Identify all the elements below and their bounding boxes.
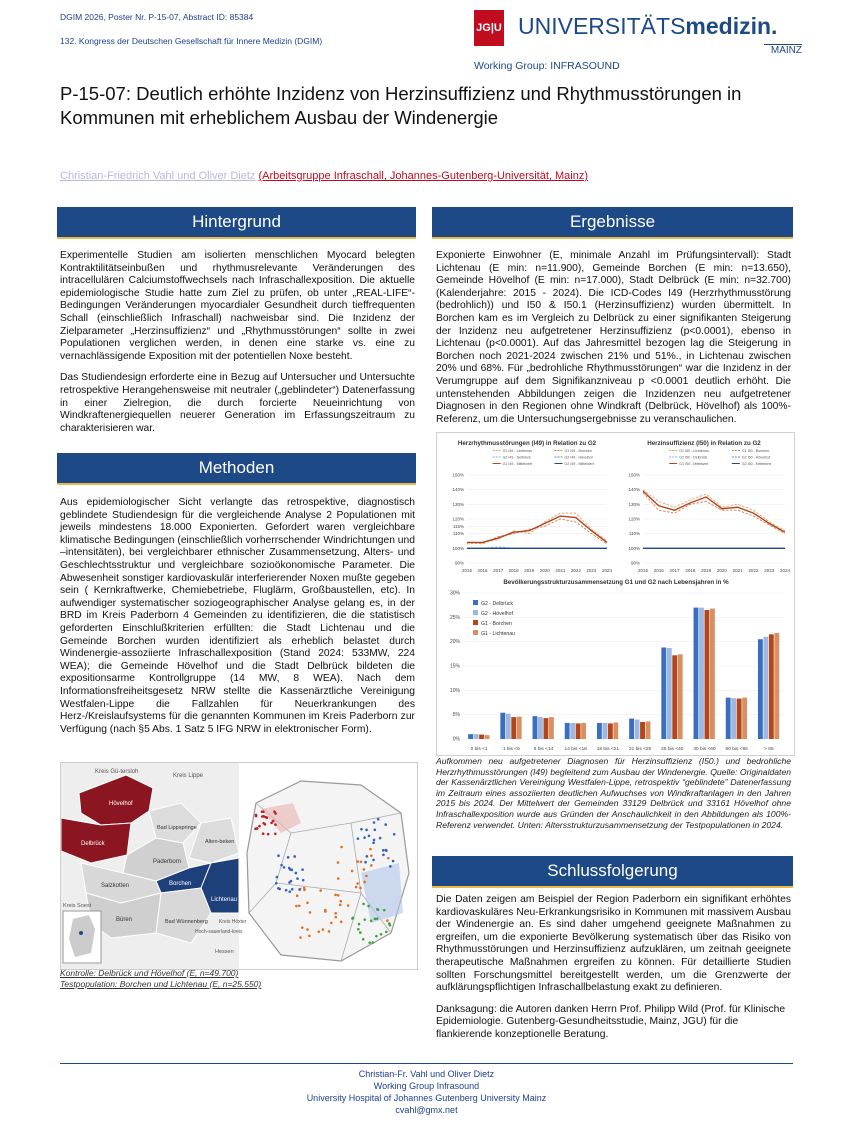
turbine-marker-33 <box>373 839 376 842</box>
turbine-marker-29 <box>382 849 385 852</box>
turbine-marker-53 <box>330 922 333 925</box>
turbine-marker-45 <box>295 905 298 908</box>
chart1-xtick-3: 2018 <box>685 568 696 573</box>
chart0-xtick-1: 2016 <box>477 568 488 573</box>
jgu-logo: JG|U <box>474 10 504 46</box>
turbine-marker-99 <box>377 908 380 911</box>
map-label-1: Kreis Lippe <box>173 773 204 779</box>
turbine-marker-116 <box>264 823 267 826</box>
turbine-map <box>247 781 409 961</box>
chart2-legend-label-0: G2 - Delbrück <box>481 601 513 607</box>
schluss-p2: Danksagung: die Autoren danken Herrn Prof. Philipp Wild (Prof. für Klinische Epidemiologie. Gutenberg-Gesundheitsstudie, Mainz, JGU) für die flankierende konzeptionelle Beratung. <box>436 1003 786 1040</box>
map-label-14: Kreis Höxter <box>219 919 247 925</box>
chart2-bar-7-2 <box>705 610 710 739</box>
footer-authors: Christian-Fr. Vahl und Oliver Dietz <box>358 1069 495 1079</box>
chart2-bar-4-0 <box>597 723 602 739</box>
results-caption: Aufkommen neu aufgetretener Diagnosen für Herzinsuffizienz (I50.) und bedrohliche Herzrhythmusstörungen (I49) begleitend zum Ausbau der Windenergie. Quelle: Originaldaten der Kassenärztlichen Vereinigung Westfalen-Lippe, retrospektiv “geblindete” Datenerfassung im Zeitraum eines assoziierten deutlichen Aufwuchses von Windkraftanlagen in den Jahren 2015 bis 2024. Der Mittelwert der Gemeinden 33129 Delbrück und 33161 Hövelhof ohne Infraschallexposition wurde aus Gründen der Anschaulichkeit in den Abbildungen als 100%-Referenz verwendet. Unten: Altersstrukturzusammensetzung der Testpopulationen in 2024. <box>436 756 791 830</box>
turbine-marker-51 <box>340 900 343 903</box>
schluss-body <box>436 894 791 1051</box>
results-figure <box>436 432 795 756</box>
footer-institution: University Hospital of Johannes Gutenberg University Mainz <box>306 1093 547 1103</box>
map-label-11: Büren <box>116 917 133 923</box>
turbine-marker-10 <box>340 846 343 849</box>
turbine-marker-44 <box>308 935 311 938</box>
chart0-xtick-2: 2017 <box>493 568 504 573</box>
turbine-marker-54 <box>328 930 331 933</box>
chart2-legend-swatch-0 <box>473 600 478 605</box>
turbine-marker-15 <box>370 864 373 867</box>
chart2-bar-1-2 <box>511 717 516 739</box>
turbine-marker-95 <box>385 931 388 934</box>
chart2-bar-2-3 <box>549 717 554 739</box>
turbine-marker-31 <box>372 841 375 844</box>
chart2-bar-3-2 <box>576 723 581 739</box>
turbine-marker-5 <box>347 904 350 907</box>
chart2-legend-label-3: G1 - Lichtenau <box>481 631 516 637</box>
turbine-marker-128 <box>272 820 275 823</box>
chart2-xtick-6: 25 bis <40 <box>661 747 684 752</box>
chart2-bar-9-3 <box>774 633 779 739</box>
turbine-marker-42 <box>363 836 366 839</box>
map-label-13: Hoch-sauerland-kreis <box>195 929 243 935</box>
turbine-marker-2 <box>356 882 359 885</box>
chart1-title: Herzinsuffizienz (I50) in Relation zu G2 <box>647 440 761 447</box>
schluss-p1: Die Daten zeigen am Beispiel der Region Paderborn ein signifikant erhöhtes kardiovaskuläres Neu-Erkrankungsrisiko in Kommunen mit massivem Ausbau der Windenergie an. Es sind daher umgehend geeignete Maßnahmen zu ergreifen, um die exponierte Bevölkerung systematisch über das Risiko von Rhythmusstörungen und Herzinsuffizienz aufzuklären, um zeitnah geeignete therapeutische Maßnahmen ergreifen zu können. Für detaillierte Studien sollten Forschungsmittel bereitgestellt werden, um die Grenzwerte der aufklärungspflichtigen Infraschallbelastung exakt zu definieren. <box>436 894 791 994</box>
turbine-marker-1 <box>337 861 340 864</box>
chart2-bar-5-3 <box>646 721 651 739</box>
turbine-marker-64 <box>334 894 337 897</box>
chart1-legend-label-2: G2 I50 - Delbrück <box>679 455 708 460</box>
chart1-ytick-6: 150% <box>628 472 640 478</box>
turbine-marker-78 <box>288 867 291 870</box>
map-label-12: Bad Wünnenberg <box>165 919 208 925</box>
chart2-xtick-9: > 65 <box>764 747 774 752</box>
chart2-bar-0-3 <box>485 735 490 739</box>
ergebnisse-body <box>436 250 791 435</box>
chart2-bar-6-1 <box>667 648 672 739</box>
footer-group: Working Group Infrasound <box>373 1081 480 1091</box>
chart2-bar-2-2 <box>544 718 549 739</box>
turbine-marker-94 <box>370 919 373 922</box>
chart-i49 <box>441 435 613 575</box>
chart2-bar-1-1 <box>506 714 511 739</box>
turbine-marker-38 <box>392 860 395 863</box>
author-names[interactable]: Christian-Friedrich Vahl und Oliver Dietz <box>60 170 256 182</box>
chart2-bar-4-1 <box>602 723 607 739</box>
turbine-marker-61 <box>309 911 312 914</box>
turbine-marker-7 <box>360 861 363 864</box>
turbine-marker-72 <box>296 877 299 880</box>
turbine-marker-121 <box>273 810 276 813</box>
turbine-marker-110 <box>274 823 277 826</box>
unimedizin-logo <box>518 13 777 40</box>
footer <box>60 1068 793 1116</box>
chart2-legend-label-2: G1 - Borchen <box>481 621 512 627</box>
chart2-bar-3-3 <box>581 723 586 739</box>
turbine-marker-90 <box>367 905 370 908</box>
chart0-legend-label-4: G1 I49 - Mittelwert <box>502 462 532 466</box>
map-label-5: Paderborn <box>153 859 182 865</box>
map-label-3: Bad Lippspringe <box>157 825 197 831</box>
turbine-marker-125 <box>258 825 261 828</box>
chart2-bar-1-0 <box>500 713 505 739</box>
chart0-legend-label-1: G1 I49 - Borchen <box>564 449 592 453</box>
chart0-ytick-1: 100% <box>452 545 464 551</box>
chart1-xtick-1: 2016 <box>653 568 664 573</box>
map-label-15: Hessen <box>215 949 234 955</box>
turbine-marker-86 <box>290 880 293 883</box>
chart1-xtick-0: 2015 <box>637 568 649 573</box>
heading-schluss: Schlussfolgerung <box>432 856 793 888</box>
chart2-bar-7-3 <box>710 609 715 739</box>
turbine-marker-37 <box>389 865 392 868</box>
chart1-legend-label-5: G2 I50 - Mittelwert <box>741 462 772 466</box>
turbine-marker-52 <box>296 894 299 897</box>
chart0-ytick-2: 110% <box>452 531 464 537</box>
chart2-bar-9-2 <box>769 634 774 739</box>
turbine-marker-85 <box>301 868 304 871</box>
turbine-marker-39 <box>385 849 388 852</box>
turbine-marker-93 <box>380 933 383 936</box>
chart2-bar-8-0 <box>726 698 731 739</box>
chart0-xtick-7: 2022 <box>570 568 581 573</box>
chart1-xtick-6: 2021 <box>732 568 743 573</box>
turbine-marker-23 <box>374 829 377 832</box>
heading-ergebnisse: Ergebnisse <box>432 207 793 239</box>
chart0-ytick-4: 120% <box>452 516 464 522</box>
turbine-marker-27 <box>373 821 376 824</box>
turbine-marker-14 <box>355 886 358 889</box>
map-label-8: Borchen <box>169 881 192 887</box>
turbine-marker-104 <box>357 928 360 931</box>
turbine-marker-0 <box>359 887 362 890</box>
chart2-ytick-5: 25% <box>449 614 460 621</box>
hintergrund-p2: Das Studiendesign erforderte eine in Bezug auf Untersucher und Untersuchte retrospektive Herangehensweise mit neutraler („geblindeter“) Datenerfassung in einer Zielregion, die durch forcierte Neueinrichtung von Windkraftenergiequellen neuerer Generation im Erfassungszeitraum zu charakterisieren war. <box>60 372 415 434</box>
chart-i50 <box>617 435 791 575</box>
turbine-marker-77 <box>276 876 279 879</box>
hintergrund-body <box>60 250 415 444</box>
chart0-ytick-0: 90% <box>454 560 464 566</box>
turbine-marker-48 <box>318 930 321 933</box>
chart2-xtick-5: 21 bis <25 <box>628 747 652 752</box>
conference-meta-2: 132. Kongress der Deutschen Gesellschaft für Innere Medizin (DGIM) <box>60 36 323 46</box>
map-label-9: Lichtenau <box>211 897 238 903</box>
chart2-bar-8-3 <box>742 698 747 739</box>
turbine-marker-62 <box>298 904 301 907</box>
footer-rule <box>60 1063 793 1064</box>
turbine-marker-40 <box>377 818 380 821</box>
chart0-ytick-7: 150% <box>452 472 464 478</box>
turbine-marker-101 <box>362 903 365 906</box>
turbine-marker-16 <box>340 921 343 924</box>
chart0-legend-label-5: G2 I49 - Mittelwert <box>564 462 594 466</box>
hintergrund-p1: Experimentelle Studien am isolierten menschlichen Myocard belegten Kontraktilitätseinbußen und rhythmusrelevante Veränderungen des intracellulären Calciumstoffwechsels nach Infraschallexposition. Die aktuelle epidemiologische Studie hatte zum Ziel zu prüfen, ob unter „REAL-LIFE“-Bedingungen Veränderungen myocardialer Gesundheit durch tieffrequenten Schall (einschließlich Infraschall) nachweisbar sind. Die Inzidenz der Zielparameter „Herzinsuffizienz“ und „Rhythmusstörungen“ sollte in zwei Populationen verglichen werden, in denen eine starke vs. eine zu vernachlässigende Exposition mit der potentiellen Noxe besteht. <box>60 250 415 362</box>
turbine-marker-81 <box>278 888 281 891</box>
chart2-bar-1-3 <box>517 717 522 739</box>
chart2-bar-9-0 <box>758 639 763 739</box>
turbine-marker-130 <box>256 827 259 830</box>
chart0-xtick-5: 2020 <box>539 568 550 573</box>
chart0-series-1 <box>467 519 607 544</box>
chart0-xtick-9: 2024 <box>601 568 613 573</box>
chart0-legend-label-3: G2 I49 - Hövelhof <box>564 455 593 460</box>
turbine-marker-32 <box>372 859 375 862</box>
turbine-marker-63 <box>306 902 309 905</box>
authors-line <box>60 170 588 182</box>
chart2-ytick-2: 10% <box>449 687 460 694</box>
chart0-xtick-6: 2021 <box>555 568 566 573</box>
chart1-xtick-5: 2020 <box>716 568 727 573</box>
turbine-marker-47 <box>299 936 302 939</box>
map-label-0: Kreis Gü-tersloh <box>95 769 139 775</box>
chart2-legend-label-1: G2 - Hövelhof <box>481 611 514 617</box>
turbine-marker-119 <box>262 810 265 813</box>
turbine-marker-17 <box>356 860 359 863</box>
chart0-xtick-4: 2019 <box>524 568 535 573</box>
turbine-marker-82 <box>295 872 298 875</box>
chart1-ytick-1: 100% <box>628 545 640 551</box>
chart1-ytick-2: 110% <box>628 531 640 537</box>
turbine-marker-69 <box>275 882 278 885</box>
turbine-marker-30 <box>393 833 396 836</box>
logo-part-b: medizin. <box>685 13 778 39</box>
turbine-marker-28 <box>357 837 360 840</box>
chart2-bar-4-2 <box>608 723 613 739</box>
turbine-marker-66 <box>293 855 296 858</box>
turbine-marker-71 <box>285 889 288 892</box>
turbine-marker-49 <box>324 910 327 913</box>
turbine-marker-21 <box>334 916 337 919</box>
map-caption-test: Testpopulation: Borchen und Lichtenau (E, n=25.550) <box>60 979 262 989</box>
chart2-bar-0-1 <box>474 734 479 739</box>
chart2-ytick-4: 20% <box>449 639 460 646</box>
chart1-legend-label-4: G1 I50 - Mittelwert <box>679 462 709 466</box>
methoden-p1: Aus epidemiologischer Sicht verlangte das retrospektive, diagnostisch geblindete Studiendesign für die vergleichende Analyse 2 Populationen mit jeweils mindestens 18.000 Exponierten. Gefordert waren vergleichbare klimatische Bedingungen (einschließlich vorherrschender Windrichtungen und –intensitäten), bei vergleichbarer ethnischer Zusammensetzung, Alters- und Geschlechtsstruktur und vergleichbare sozioökonomische Parameter. Die Abwesenheit sonstiger kardiovaskulär interferierender Noxen mußte gegeben sein ( Kernkraftwerke, Chemiebetriebe, Fluglärm, Großbaustellen, etc). In aufwendiger systematischer soziogeographischer Analyse gelang es, in der BRD im Kreis Paderborn 4 Gemeinden zu identifizieren, die die statistisch geforderten Einschlußkriterien erfüllten: die Stadt Lichtenau und die Gemeinde Borchen wurden identifiziert als erheblich belastet durch Windenergie-assoziierte Infraschallexposition (Stand 2024: 533MW, 224 WEA); die Gemeinde Hövelhof und die Stadt Delbrück bildeten die expositionsarme Kontrollgruppe (14 MW, 8 WEA). Nach dem Informationsfreiheitsgesetz NRW stellte die Kassenärztliche Vereinigung Westfalen-Lippe die Fallzahlen für Neuerkrankungen des Herz-/Kreislaufsystems für die genannten Kommunen im Kreis Paderborn zur Verfügung (nach §5 Abs. 1 Satz 5 IFG NRW in elektronischer Form). <box>60 497 415 735</box>
turbine-marker-73 <box>283 866 286 869</box>
turbine-marker-109 <box>363 918 366 921</box>
chart2-bar-0-2 <box>479 735 484 739</box>
chart2-xtick-8: 60 bis <65 <box>725 747 748 752</box>
chart1-ytick-0: 90% <box>630 560 640 566</box>
turbine-marker-26 <box>360 828 363 831</box>
methoden-body <box>60 497 415 745</box>
turbine-marker-22 <box>364 861 367 864</box>
chart2-title: Bevölkerungsstrukturzusammensetzung G1 und G2 nach Lebensjahren in % <box>503 579 729 586</box>
poster-title: P-15-07: Deutlich erhöhte Inzidenz von Herzinsuffizienz und Rhythmusstörungen in Kommunen mit erheblichem Ausbau der Windenergie <box>60 83 742 128</box>
turbine-marker-50 <box>301 926 304 929</box>
chart2-bar-2-1 <box>538 717 543 739</box>
turbine-marker-8 <box>370 854 373 857</box>
turbine-marker-6 <box>369 848 372 851</box>
chart1-ytick-3: 120% <box>628 516 640 522</box>
chart2-bar-3-0 <box>565 723 570 739</box>
chart2-bar-8-1 <box>731 698 736 739</box>
chart1-series-0 <box>643 490 785 531</box>
turbine-marker-13 <box>387 857 390 860</box>
map-caption-control: Kontrolle: Delbrück und Hövelhof (E, n=49.700) <box>60 968 239 978</box>
footer-email[interactable]: cvahl@gmx.net <box>395 1105 458 1115</box>
chart2-bar-4-3 <box>613 722 618 739</box>
chart2-ytick-3: 15% <box>449 663 460 670</box>
chart2-bar-5-2 <box>640 722 645 739</box>
chart2-bar-7-1 <box>699 608 704 739</box>
turbine-marker-106 <box>362 938 365 941</box>
map-label-6: Alten-beken <box>205 839 235 845</box>
author-affiliation[interactable]: (Arbeitsgruppe Infraschall, Johannes-Gutenberg-Universität, Mainz) <box>258 170 589 182</box>
map-label-7: Salzkotten <box>101 883 130 889</box>
chart1-xtick-7: 2022 <box>748 568 759 573</box>
chart2-xtick-4: 18 bis <21 <box>596 747 620 752</box>
chart2-bar-2-0 <box>533 716 538 739</box>
turbine-marker-123 <box>261 815 264 818</box>
turbine-marker-131 <box>267 833 270 836</box>
working-group: Working Group: INFRASOUND <box>474 60 620 72</box>
chart0-xtick-3: 2018 <box>508 568 519 573</box>
chart0-legend-label-2: G2 I49 - Delbrück <box>502 455 531 460</box>
chart2-bar-3-1 <box>570 723 575 739</box>
turbine-marker-97 <box>368 941 371 944</box>
turbine-marker-41 <box>368 835 371 838</box>
chart-age-structure <box>441 575 791 753</box>
turbine-marker-35 <box>384 823 387 826</box>
chart2-legend-swatch-2 <box>473 620 478 625</box>
chart2-xtick-7: 40 bis <60 <box>693 747 716 752</box>
chart2-bar-6-3 <box>678 654 683 739</box>
chart0-series-0 <box>467 513 607 544</box>
region-maps <box>60 762 418 970</box>
chart2-bar-6-0 <box>661 648 666 739</box>
chart2-ytick-1: 5% <box>452 712 460 719</box>
turbine-marker-100 <box>358 923 361 926</box>
logo-part-a: UNIVERSITÄTS <box>518 13 686 39</box>
chart0-legend-label-0: G1 I49 - Lichtenau <box>502 449 533 453</box>
chart1-xtick-8: 2023 <box>764 568 775 573</box>
chart2-bar-7-0 <box>694 608 699 739</box>
chart2-bar-6-2 <box>672 655 677 739</box>
chart2-bar-0-0 <box>468 734 473 739</box>
turbine-marker-18 <box>363 868 366 871</box>
turbine-marker-24 <box>379 837 382 840</box>
turbine-marker-126 <box>274 832 277 835</box>
heading-methoden: Methoden <box>57 453 416 485</box>
turbine-marker-60 <box>319 889 322 892</box>
turbine-marker-65 <box>303 887 306 890</box>
ergebnisse-p1: Exponierte Einwohner (E, minimale Anzahl im Prüfungsintervall): Stadt Lichtenau (E min: n=11.900), Gemeinde Borchen (E min: n=13.650), Gemeinde Hövelhof (E min: n=17.000), Stadt Delbrück (E min: n=32.700) (Kalenderjahre: 2015 - 2024). Die ICD-Codes I49 (Herzrhythmusstörung (bedrohlich)) und I50 & I50.1 (Herzinsuffizienz) wurden übermittelt. In Borchen kam es im Vergleich zu Delbrück zu einer signifikanten Steigerung der Inzidenz neu aufgetretener Herzinsuffizienz (p<0.0001), ebenso in Lichtenau (p<0.0001). Auf das Jahresmittel bezogen lag die Steigerung in Borchen noch 2021-2024 zwischen 21% und 51%., in Lichtenau zwischen 20% und 68%. Für „bedrohliche Rhythmusstörungen“ war die Inzidenz in der Verumgruppe auf dem Signifikanzniveau p <0.0001 deutlich erhöht. Die untenstehenden Abbildungen zeigen die Inzidenzen neu aufgetretener Diagnosen in den Regionen ohne Windkraft (Delbrück, Hövelhof) als 100%-Referenz, um die Untersuchungsergebnisse zu veranschaulichen. <box>436 250 791 425</box>
turbine-marker-83 <box>302 879 305 882</box>
turbine-marker-11 <box>386 919 389 922</box>
chart1-legend-label-1: G1 I50 - Borchen <box>741 449 770 453</box>
chart1-ytick-5: 140% <box>628 487 640 493</box>
map-label-10: Kreis Soest <box>63 903 92 909</box>
turbine-marker-34 <box>365 829 368 832</box>
logo-city: MAINZ <box>764 44 802 56</box>
turbine-marker-127 <box>262 832 265 835</box>
turbine-marker-9 <box>363 881 366 884</box>
chart1-xtick-9: 2024 <box>779 568 791 573</box>
chart2-ytick-0: 0% <box>452 736 460 743</box>
chart1-legend-label-3: G2 I50 - Hövelhof <box>741 455 771 460</box>
turbine-marker-76 <box>280 864 283 867</box>
turbine-marker-36 <box>366 855 369 858</box>
turbine-marker-80 <box>291 869 294 872</box>
map-captions <box>60 968 261 990</box>
turbine-marker-67 <box>287 856 290 859</box>
chart0-xtick-8: 2023 <box>586 568 597 573</box>
map-label-2: Hövelhof <box>109 801 133 807</box>
turbine-marker-3 <box>334 912 337 915</box>
chart2-bar-5-1 <box>635 720 640 739</box>
chart1-legend-label-0: G1 I50 - Lichtenau <box>679 449 709 453</box>
chart0-title: Herzrhythmusstörungen (I49) in Relation zu G2 <box>457 440 597 447</box>
turbine-marker-122 <box>266 816 269 819</box>
chart2-legend-swatch-1 <box>473 610 478 615</box>
turbine-marker-59 <box>337 894 340 897</box>
turbine-marker-19 <box>339 904 342 907</box>
region-map-svg <box>61 763 417 969</box>
turbine-marker-20 <box>351 870 354 873</box>
turbine-marker-105 <box>359 931 362 934</box>
chart2-xtick-2: 6 bis <14 <box>533 747 554 752</box>
chart0-ytick-5: 130% <box>452 501 464 507</box>
turbine-marker-43 <box>382 854 385 857</box>
turbine-marker-12 <box>337 877 340 880</box>
turbine-marker-87 <box>298 888 301 891</box>
turbine-marker-75 <box>277 854 280 857</box>
chart2-ytick-6: 30% <box>449 590 460 597</box>
chart2-xtick-1: 1 bis <6 <box>502 747 520 752</box>
chart1-ytick-4: 130% <box>628 501 640 507</box>
turbine-marker-55 <box>306 928 309 931</box>
turbine-marker-4 <box>365 875 368 878</box>
chart2-xtick-0: 0 bis <1 <box>470 747 488 752</box>
heading-hintergrund: Hintergrund <box>57 207 416 239</box>
turbine-marker-84 <box>288 890 291 893</box>
chart2-bar-9-1 <box>763 637 768 739</box>
turbine-marker-108 <box>383 909 386 912</box>
map-label-4: Delbrück <box>81 841 105 847</box>
chart1-series-1 <box>643 493 785 534</box>
conference-meta-1: DGIM 2026, Poster Nr. P-15-07, Abstract ID: 85384 <box>60 12 254 22</box>
turbine-marker-88 <box>372 941 375 944</box>
turbine-marker-89 <box>375 935 378 938</box>
chart0-ytick-6: 140% <box>452 487 464 493</box>
chart0-xtick-0: 2015 <box>461 568 473 573</box>
chart0-ytick-3: 115% <box>452 523 464 529</box>
turbine-marker-58 <box>322 928 325 931</box>
chart2-xtick-3: 14 bis <18 <box>564 747 587 752</box>
turbine-marker-102 <box>388 922 391 925</box>
chart2-legend-swatch-3 <box>473 630 478 635</box>
chart2-bar-8-2 <box>737 699 742 739</box>
turbine-marker-129 <box>255 815 258 818</box>
chart1-xtick-2: 2017 <box>669 568 680 573</box>
chart2-bar-5-0 <box>629 719 634 739</box>
turbine-marker-79 <box>291 888 294 891</box>
turbine-marker-103 <box>351 917 354 920</box>
turbine-marker-107 <box>374 918 377 921</box>
chart1-xtick-4: 2019 <box>701 568 712 573</box>
